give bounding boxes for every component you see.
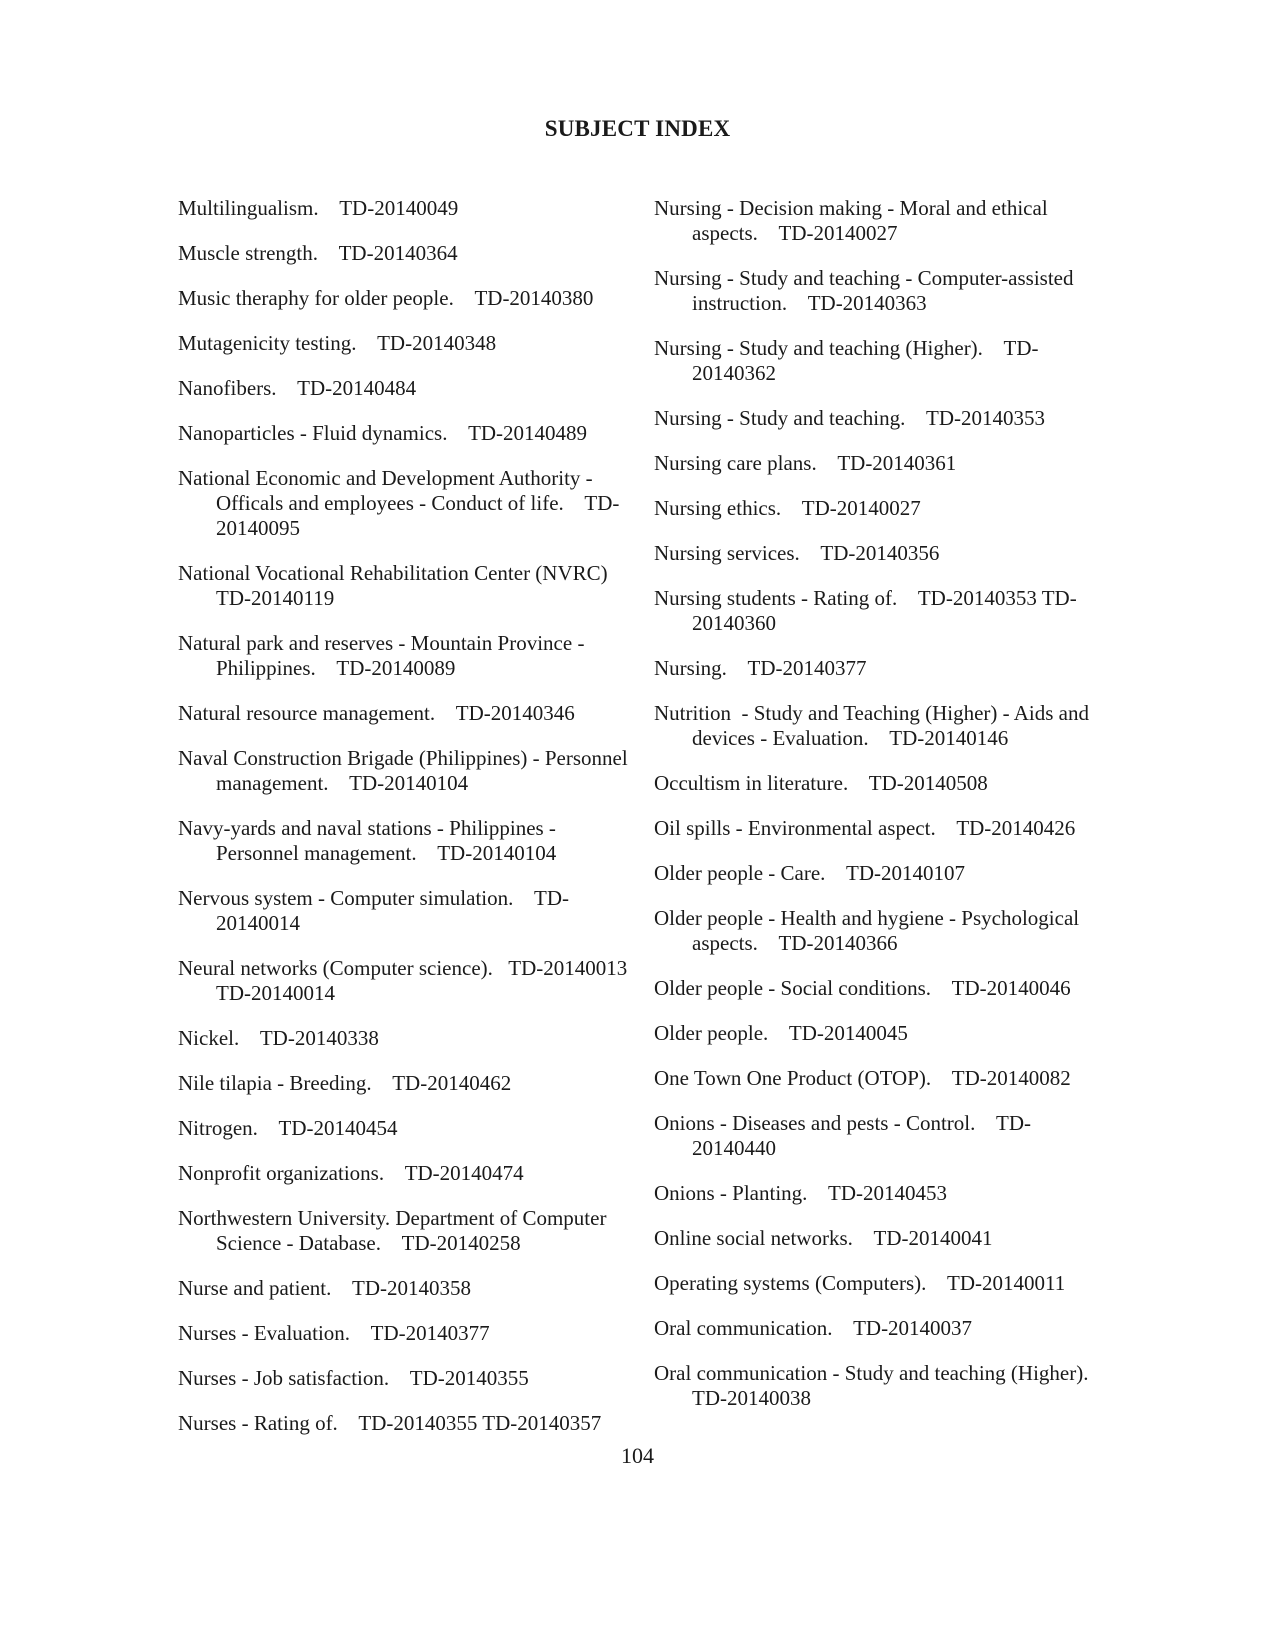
index-entry: Occultism in literature. TD-20140508	[654, 771, 988, 795]
index-entry: Nervous system - Computer simulation. TD-20140014	[178, 886, 569, 935]
index-entry: Nile tilapia - Breeding. TD-20140462	[178, 1071, 512, 1095]
index-entry: Music theraphy for older people. TD-20140380	[178, 286, 594, 310]
index-entry: Nursing care plans. TD-20140361	[654, 451, 957, 475]
index-entry: Operating systems (Computers). TD-20140011	[654, 1271, 1066, 1295]
index-entry: Nursing ethics. TD-20140027	[654, 496, 921, 520]
index-entry: Nurse and patient. TD-20140358	[178, 1276, 471, 1300]
index-entry: Onions - Diseases and pests - Control. TD-20140440	[654, 1111, 1031, 1160]
index-entry: Mutagenicity testing. TD-20140348	[178, 331, 497, 355]
index-entry: Older people - Care. TD-20140107	[654, 861, 966, 885]
index-entry: Nursing services. TD-20140356	[654, 541, 940, 565]
index-entry: Naval Construction Brigade (Philippines) - Personnel management. TD-20140104	[178, 746, 633, 795]
index-entry: Nursing - Study and teaching (Higher). TD-20140362	[654, 336, 1039, 385]
index-entry: Muscle strength. TD-20140364	[178, 241, 458, 265]
index-entry: Nurses - Rating of. TD-20140355 TD-20140357	[178, 1411, 602, 1435]
index-entry: Nutrition - Study and Teaching (Higher) - Aids and devices - Evaluation. TD-20140146	[654, 701, 1095, 750]
index-entry: Nurses - Evaluation. TD-20140377	[178, 1321, 490, 1345]
page-title: SUBJECT INDEX	[544, 116, 731, 141]
index-entry: Nurses - Job satisfaction. TD-20140355	[178, 1366, 529, 1390]
index-entry: Nitrogen. TD-20140454	[178, 1116, 398, 1140]
index-entry: Nursing - Decision making - Moral and ethical aspects. TD-20140027	[654, 196, 1053, 245]
index-entry: Oral communication. TD-20140037	[654, 1316, 973, 1340]
index-entry: Navy-yards and naval stations - Philippines - Personnel management. TD-20140104	[178, 816, 562, 865]
index-entry: Nursing. TD-20140377	[654, 656, 867, 680]
index-entry: Nanofibers. TD-20140484	[178, 376, 417, 400]
page-number: 104	[621, 1443, 654, 1468]
index-entry: Oil spills - Environmental aspect. TD-20140426	[654, 816, 1076, 840]
index-entry: Natural park and reserves - Mountain Province - Philippines. TD-20140089	[178, 631, 590, 680]
index-entry: Nursing students - Rating of. TD-20140353 TD-20140360	[654, 586, 1077, 635]
index-entry: National Vocational Rehabilitation Center (NVRC) TD-20140119	[178, 561, 629, 610]
index-entry: Older people - Social conditions. TD-20140046	[654, 976, 1071, 1000]
index-entry: National Economic and Development Authority - Officals and employees - Conduct of life. TD-20140095	[178, 466, 620, 540]
index-entry: Natural resource management. TD-20140346	[178, 701, 575, 725]
index-entry: Northwestern University. Department of Computer Science - Database. TD-20140258	[178, 1206, 612, 1255]
index-entry: Nanoparticles - Fluid dynamics. TD-20140489	[178, 421, 588, 445]
index-entry: Nursing - Study and teaching - Computer-assisted instruction. TD-20140363	[654, 266, 1079, 315]
index-entry: Older people - Health and hygiene - Psychological aspects. TD-20140366	[654, 906, 1085, 955]
index-entry: Nonprofit organizations. TD-20140474	[178, 1161, 524, 1185]
index-entry: Online social networks. TD-20140041	[654, 1226, 993, 1250]
index-entry: Nursing - Study and teaching. TD-20140353	[654, 406, 1045, 430]
index-entry: Oral communication - Study and teaching (Higher). TD-20140038	[654, 1361, 1110, 1410]
index-column-right	[654, 196, 1114, 1431]
index-entry: One Town One Product (OTOP). TD-20140082	[654, 1066, 1071, 1090]
index-column-left	[178, 196, 638, 1456]
index-entry: Neural networks (Computer science). TD-20140013 TD-20140014	[178, 956, 633, 1005]
index-entry: Older people. TD-20140045	[654, 1021, 908, 1045]
index-entry: Nickel. TD-20140338	[178, 1026, 379, 1050]
index-entry: Multilingualism. TD-20140049	[178, 196, 459, 220]
index-entry: Onions - Planting. TD-20140453	[654, 1181, 948, 1205]
